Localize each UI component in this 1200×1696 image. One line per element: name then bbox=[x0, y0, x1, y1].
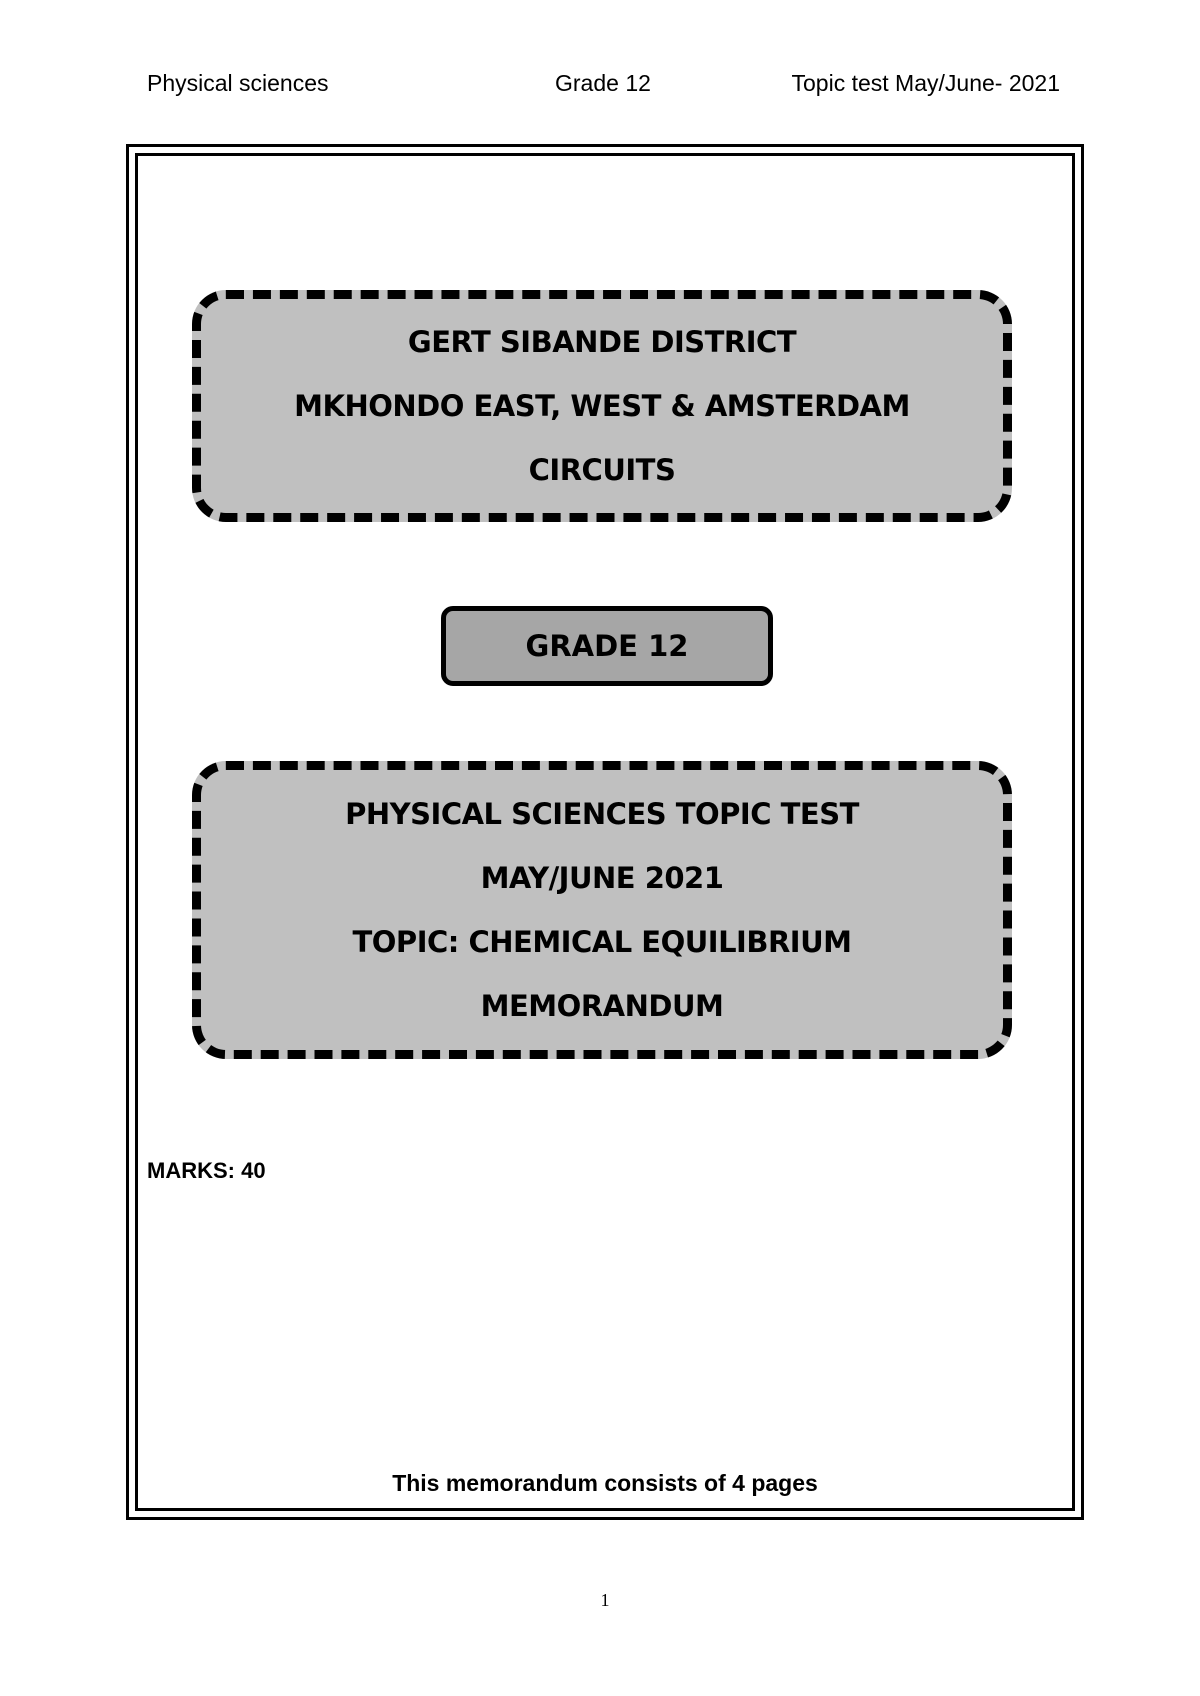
page-count-note: This memorandum consists of 4 pages bbox=[392, 1470, 818, 1496]
title-box bbox=[192, 761, 1012, 1059]
header-subject: Physical sciences bbox=[147, 70, 329, 96]
test-date: MAY/JUNE 2021 bbox=[480, 861, 724, 895]
document-type: MEMORANDUM bbox=[480, 989, 724, 1023]
circuit-names: MKHONDO EAST, WEST & AMSTERDAM bbox=[294, 389, 910, 423]
district-box bbox=[192, 290, 1012, 522]
test-title: PHYSICAL SCIENCES TOPIC TEST bbox=[345, 797, 859, 831]
marks-line bbox=[147, 1158, 266, 1184]
header-test: Topic test May/June- 2021 bbox=[791, 70, 1060, 96]
circuits-label: CIRCUITS bbox=[528, 453, 676, 487]
grade-label: GRADE 12 bbox=[525, 629, 689, 663]
marks-label: MARKS: bbox=[147, 1158, 235, 1183]
page-header bbox=[147, 70, 1060, 100]
district-name: GERT SIBANDE DISTRICT bbox=[407, 325, 797, 359]
grade-box bbox=[441, 606, 773, 686]
marks-value: 40 bbox=[241, 1158, 266, 1183]
header-grade: Grade 12 bbox=[555, 70, 651, 96]
page-number: 1 bbox=[600, 1590, 610, 1610]
test-topic: TOPIC: CHEMICAL EQUILIBRIUM bbox=[352, 925, 852, 959]
